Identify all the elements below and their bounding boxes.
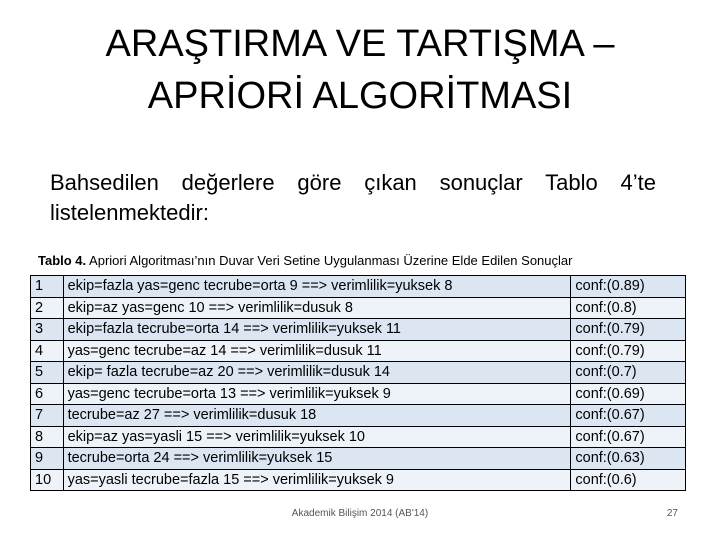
row-number: 1 [31, 276, 64, 298]
row-number: 4 [31, 340, 64, 362]
confidence-value: conf:(0.63) [571, 448, 686, 470]
footer-text: Akademik Bilişim 2014 (AB'14) [291, 508, 429, 519]
table-row [31, 448, 686, 470]
page-number: 27 [666, 508, 678, 519]
table-row [31, 469, 686, 491]
slide-title [40, 18, 680, 122]
row-number: 7 [31, 405, 64, 427]
association-rule: yas=yasli tecrube=fazla 15 ==> verimlilik=yuksek 9 [63, 469, 571, 491]
confidence-value: conf:(0.6) [571, 469, 686, 491]
table-row [31, 276, 686, 298]
table-row [31, 297, 686, 319]
confidence-value: conf:(0.67) [571, 405, 686, 427]
confidence-value: conf:(0.79) [571, 319, 686, 341]
confidence-value: conf:(0.79) [571, 340, 686, 362]
confidence-value: conf:(0.8) [571, 297, 686, 319]
table-row [31, 340, 686, 362]
row-number: 6 [31, 383, 64, 405]
association-rule: ekip=fazla tecrube=orta 14 ==> verimlilik=yuksek 11 [63, 319, 571, 341]
table-row [31, 319, 686, 341]
row-number: 5 [31, 362, 64, 384]
row-number: 2 [31, 297, 64, 319]
association-rule: tecrube=az 27 ==> verimlilik=dusuk 18 [63, 405, 571, 427]
association-rule: ekip= fazla tecrube=az 20 ==> verimlilik=dusuk 14 [63, 362, 571, 384]
results-table [30, 275, 686, 491]
row-number: 9 [31, 448, 64, 470]
table-row [31, 426, 686, 448]
intro-paragraph: Bahsedilen değerlere göre çıkan sonuçlar Tablo 4’te listelenmektedir: [50, 170, 656, 225]
table-row [31, 383, 686, 405]
row-number: 8 [31, 426, 64, 448]
association-rule: yas=genc tecrube=orta 13 ==> verimlilik=yuksek 9 [63, 383, 571, 405]
slide-title-line-1: ARAŞTIRMA VE TARTIŞMA – [105, 23, 615, 65]
association-rule: ekip=az yas=yasli 15 ==> verimlilik=yuksek 10 [63, 426, 571, 448]
association-rule: tecrube=orta 24 ==> verimlilik=yuksek 15 [63, 448, 571, 470]
confidence-value: conf:(0.89) [571, 276, 686, 298]
table-caption [38, 252, 688, 270]
association-rule: yas=genc tecrube=az 14 ==> verimlilik=dusuk 11 [63, 340, 571, 362]
confidence-value: conf:(0.67) [571, 426, 686, 448]
row-number: 10 [31, 469, 64, 491]
association-rule: ekip=az yas=genc 10 ==> verimlilik=dusuk 8 [63, 297, 571, 319]
results-table-body [31, 276, 686, 491]
association-rule: ekip=fazla yas=genc tecrube=orta 9 ==> verimlilik=yuksek 8 [63, 276, 571, 298]
table-row [31, 405, 686, 427]
slide-title-line-2: APRİORİ ALGORİTMASI [147, 75, 573, 117]
confidence-value: conf:(0.7) [571, 362, 686, 384]
table-row [31, 362, 686, 384]
table-caption-label: Tablo 4. [38, 253, 87, 268]
table-caption-text: Apriori Algoritması’nın Duvar Veri Setine Uygulanması Üzerine Elde Edilen Sonuçlar [86, 253, 573, 268]
row-number: 3 [31, 319, 64, 341]
confidence-value: conf:(0.69) [571, 383, 686, 405]
